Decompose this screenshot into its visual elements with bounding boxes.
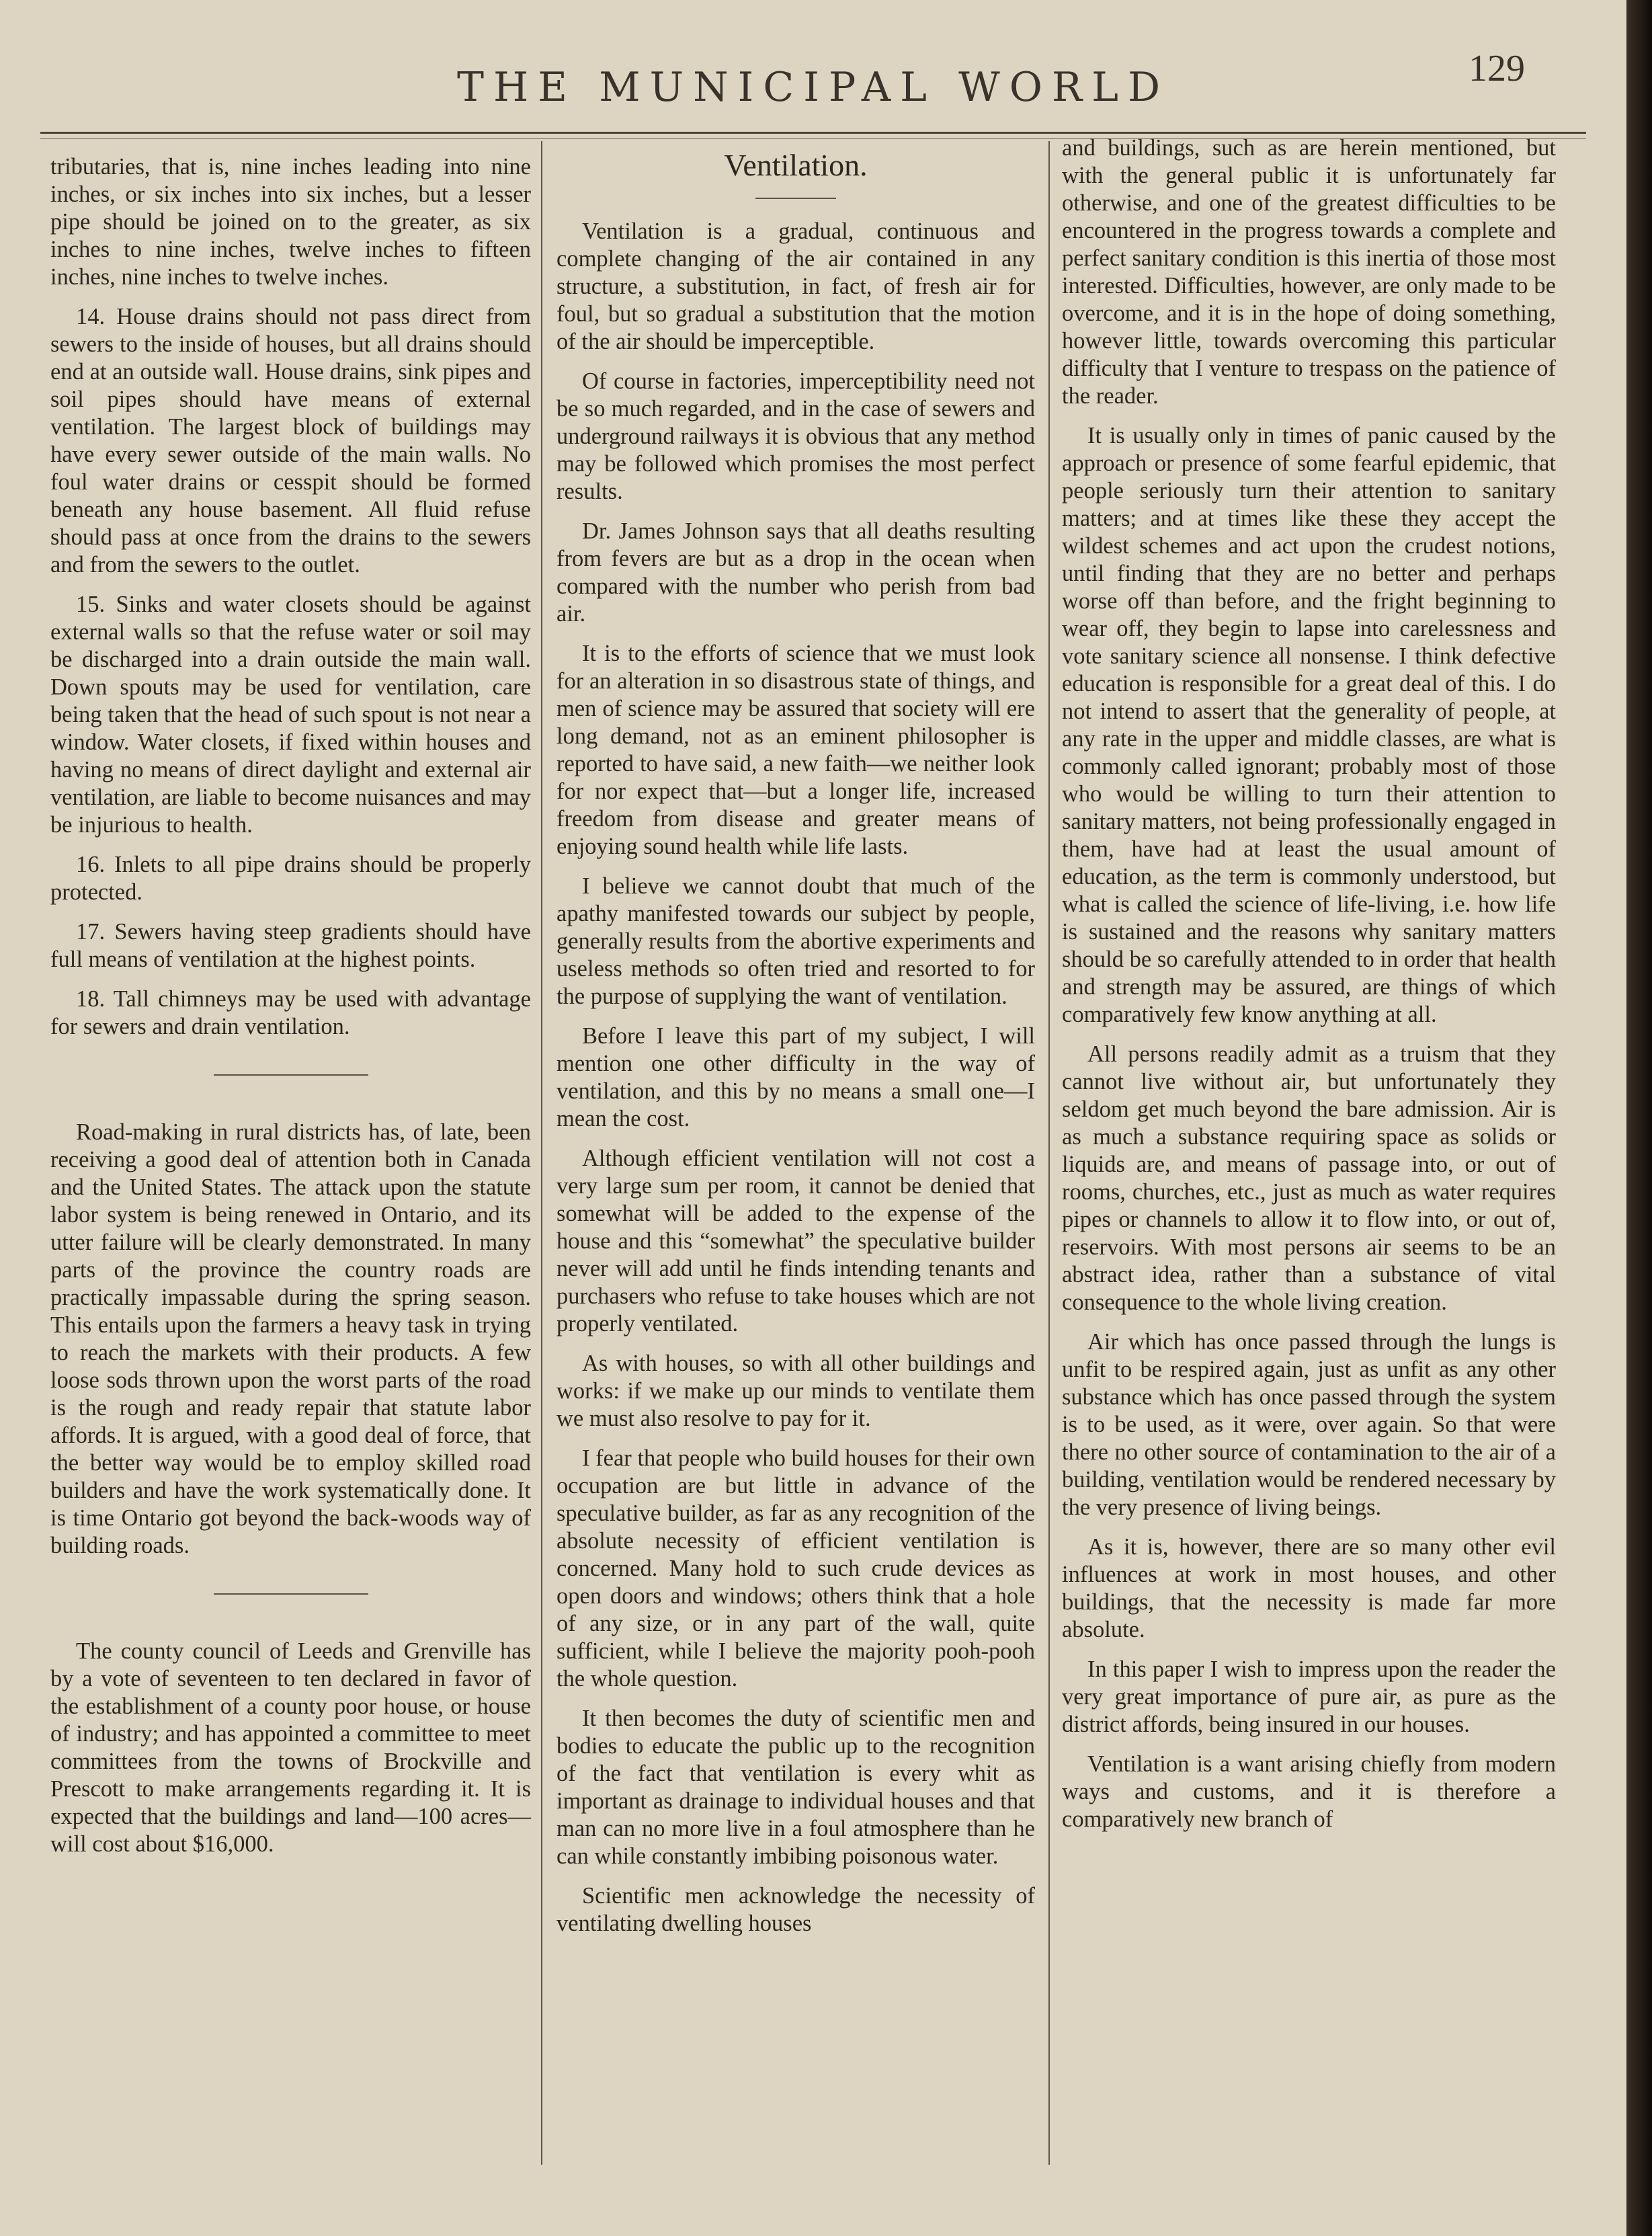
binding-edge	[1626, 0, 1652, 2236]
paragraph: In this paper I wish to impress upon the reader the very great importance of pure air, as pure as the district affords, being insured in our houses.	[1062, 1656, 1556, 1737]
article-heading: Ventilation.	[724, 148, 868, 182]
paragraph: Air which has once passed through the lungs is unfit to be respired again, just as unfit as any other substance which has once passed through the system is to be used, as it were, over again. So that were there no other source of contamination to the air of a building, ventilation would be rendered necessary by the very presence of living beings.	[1062, 1329, 1556, 1520]
paragraph: I believe we cannot doubt that much of the apathy manifested towards our subject by people, generally results from the abortive experiments and useless methods so often tried and resorted to for the purpose of supplying the want of ventilation.	[556, 873, 1035, 1009]
paragraph: 18. Tall chimneys may be used with advantage for sewers and drain ventilation.	[50, 986, 531, 1039]
paragraph: Before I leave this part of my subject, I will mention one other difficulty in the way of ventilation, and this by no means a small one—I mean the cost.	[556, 1023, 1035, 1131]
paragraph: It is to the efforts of science that we must look for an alteration in so disastrous state of things, and men of science may be assured that society will ere long demand, not as an eminent philosopher is reported to have said, a new faith—we neither look for nor expect that—but a longer life, increased freedom from disease and greater means of enjoying sound health while life lasts.	[556, 641, 1035, 859]
paragraph: 17. Sewers having steep gradients should have full means of ventilation at the highest points.	[50, 919, 531, 972]
paragraph: All persons readily admit as a truism that they cannot live without air, but unfortunately they seldom get much beyond the bare admission. Air is as much a substance requiring space as solids or liquids are, and means of passage into, or out of rooms, churches, etc., just as much as water requires pipes or channels to allow it to flow into, or out of, reservoirs. With most persons air seems to be an abstract idea, rather than a substance of vital consequence to the whole living creation.	[1062, 1041, 1556, 1315]
paragraph: Of course in factories, imperceptibility need not be so much regarded, and in the case of sewers and underground railways it is obvious that any method may be followed which promises the most perfect results.	[556, 368, 1035, 504]
section-rule	[214, 1074, 368, 1076]
paragraph: Scientific men acknowledge the necessity of ventilating dwelling houses	[556, 1883, 1035, 1936]
paragraph: Dr. James Johnson says that all deaths resulting from fevers are but as a drop in the ocean when compared with the number who perish from bad air.	[556, 518, 1035, 627]
paragraph: As it is, however, there are so many other evil influences at work in most houses, and other buildings, that the necessity is made far more absolute.	[1062, 1534, 1556, 1642]
section-rule	[214, 1593, 368, 1595]
paragraph: It is usually only in times of panic caused by the approach or presence of some fearful epidemic, that people seriously turn their attention to sanitary matters; and at times like these they accept the wildest schemes and act upon the crudest notions, until finding that they are no better and perhaps worse off than before, and the fright beginning to wear off, they begin to lapse into carelessness and vote sanitary science all nonsense. I think defective education is responsible for a great deal of this. I do not intend to assert that the generality of people, at any rate in the upper and middle classes, are what is commonly called ignorant; probably most of those who would be willing to turn their attention to sanitary matters, not being professionally engaged in them, have had at least the usual amount of education, as the term is commonly understood, but what is called the science of life-living, i.e. how life is sustained and the reasons why sanitary matters should be so carefully attended to in order that health and strength may be assured, are things of which comparatively few know anything at all.	[1062, 423, 1556, 1027]
paragraph: The county council of Leeds and Grenville has by a vote of seventeen to ten declared in favor of the establishment of a county poor house, or house of industry; and has appointed a committee to meet committees from the towns of Brockville and Prescott to make arrangements regarding it. It is expected that the buildings and land—100 acres—will cost about $16,000.	[50, 1638, 531, 1857]
header-rule	[40, 132, 1586, 134]
paragraph: and buildings, such as are herein mentioned, but with the general public it is unfortunately far otherwise, and one of the greatest difficulties to be encountered in the progress towards a complete and perfect sanitary condition is this inertia of those most interested. Difficulties, however, are only made to be overcome, and it is in the hope of doing something, however little, towards overcoming this particular difficulty that I venture to trespass on the patience of the reader.	[1062, 135, 1556, 409]
paragraph: Ventilation is a want arising chiefly from modern ways and customs, and it is therefore a comparatively new branch of	[1062, 1751, 1556, 1832]
paragraph: tributaries, that is, nine inches leading into nine inches, or six inches into six inches, but a lesser pipe should be joined on to the greater, as six inches to nine inches, twelve inches to fifteen inches, nine inches to twelve inches.	[50, 154, 531, 290]
column-divider-1	[541, 141, 542, 2165]
column-1	[50, 153, 531, 1858]
column-divider-2	[1048, 141, 1050, 2165]
paragraph: Ventilation is a gradual, continuous and complete changing of the air contained in any structure, a substitution, in fact, of fresh air for foul, but so gradual a substitution that the motion of the air should be imperceptible.	[556, 218, 1035, 354]
paragraph: As with houses, so with all other buildings and works: if we make up our minds to ventilate them we must also resolve to pay for it.	[556, 1351, 1035, 1431]
column-3	[1062, 134, 1556, 1833]
paragraph: 14. House drains should not pass direct from sewers to the inside of houses, but all drains should end at an outside wall. House drains, sink pipes and soil pipes should have means of external ventilation. The largest block of buildings may have every sewer outside of the main walls. No foul water drains or cesspit should be formed beneath any house basement. All fluid refuse should pass at once from the drains to the sewers and from the sewers to the outlet.	[50, 304, 531, 577]
paragraph: It then becomes the duty of scientific men and bodies to educate the public up to the recognition of the fact that ventilation is every whit as important as drainage to individual houses and that man can no more live in a foul atmosphere than he can while constantly imbibing poisonous water.	[556, 1706, 1035, 1869]
page-number: 129	[1469, 48, 1525, 89]
heading-rule	[755, 198, 836, 199]
paragraph: 15. Sinks and water closets should be against external walls so that the refuse water or soil may be discharged into a drain outside the main wall. Down spouts may be used for ventilation, care being taken that the head of such spout is not near a window. Water closets, if fixed within houses and having no means of direct daylight and external air ventilation, are liable to become nuisances and may be injurious to health.	[50, 592, 531, 838]
column-2	[556, 147, 1035, 1938]
masthead-title: THE MUNICIPAL WORLD	[456, 64, 1170, 111]
paragraph: 16. Inlets to all pipe drains should be properly protected.	[50, 852, 531, 905]
paragraph: Road-making in rural districts has, of late, been receiving a good deal of attention both in Canada and the United States. The attack upon the statute labor system is being renewed in Ontario, and its utter failure will be clearly demonstrated. In many parts of the province the country roads are practically impassable during the spring season. This entails upon the farmers a heavy task in trying to reach the markets with their products. A few loose sods thrown upon the worst parts of the road is the rough and ready repair that statute labor affords. It is argued, with a good deal of force, that the better way would be to employ skilled road builders and have the work systematically done. It is time Ontario got beyond the back-woods way of building roads.	[50, 1119, 531, 1558]
paragraph: I fear that people who build houses for their own occupation are but little in advance of the speculative builder, as far as any recognition of the absolute necessity of efficient ventilation is concerned. Many hold to such crude devices as open doors and windows; others think that a hole of any size, or in any part of the wall, quite sufficient, while I believe the majority pooh-pooh the whole question.	[556, 1445, 1035, 1691]
paragraph: Although efficient ventilation will not cost a very large sum per room, it cannot be denied that somewhat will be added to the expense of the house and this “somewhat” the speculative builder never will add until he finds intending tenants and purchasers who refuse to take houses which are not properly ventilated.	[556, 1146, 1035, 1336]
